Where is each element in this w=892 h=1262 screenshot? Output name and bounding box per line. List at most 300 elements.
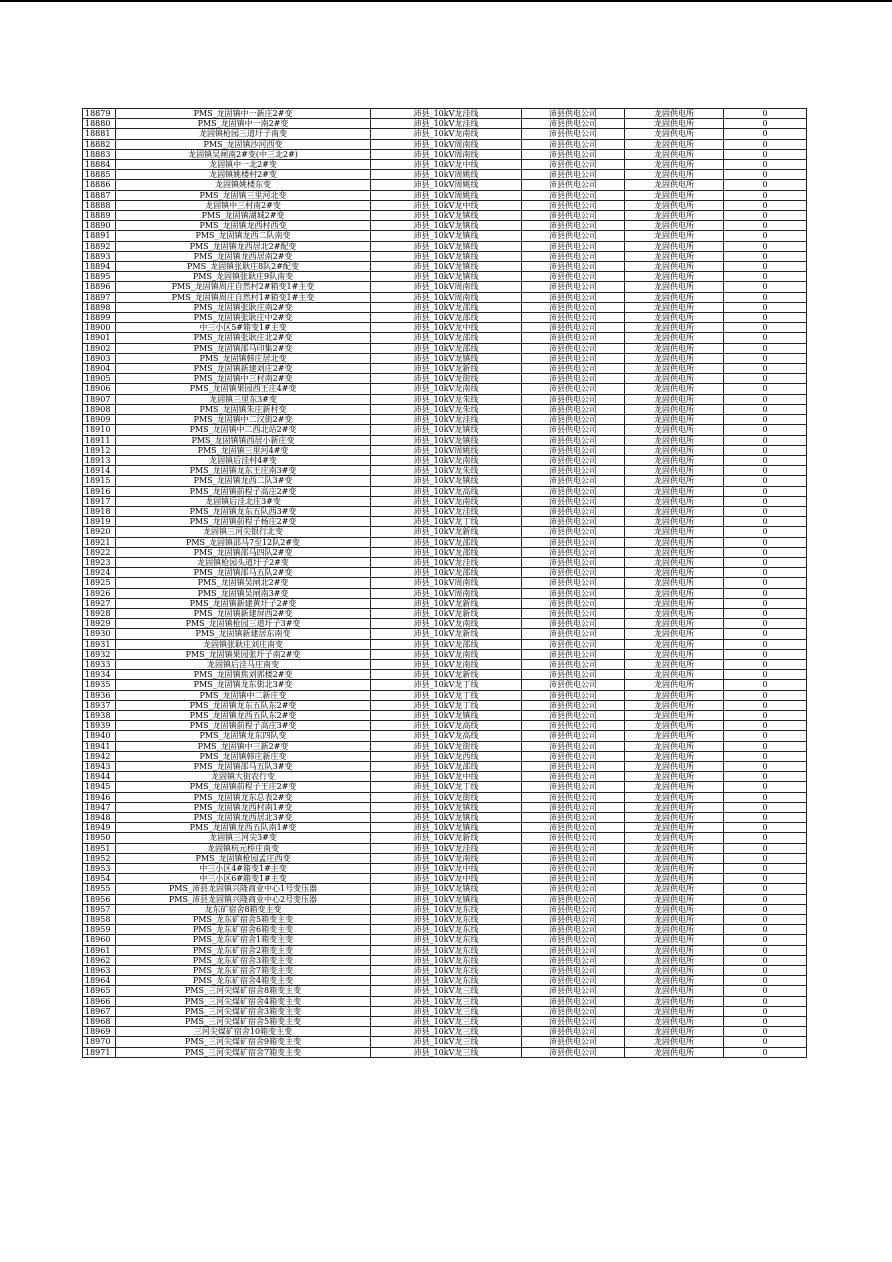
table-row	[83, 313, 807, 323]
value-cell: 0	[724, 537, 807, 547]
station-cell: 龙固供电所	[625, 649, 724, 659]
company-cell: 沛县供电公司	[522, 1037, 625, 1047]
transformer-name-cell: PMS_沛县龙固镇兴隆商业中心2号变压器	[116, 894, 371, 904]
station-cell: 龙固供电所	[625, 119, 724, 129]
row-id-cell: 18936	[83, 690, 116, 700]
table-row	[83, 415, 807, 425]
company-cell: 沛县供电公司	[522, 476, 625, 486]
station-cell: 龙固供电所	[625, 109, 724, 119]
station-cell: 龙固供电所	[625, 976, 724, 986]
transformer-name-cell: 龙东矿宿舍8箱变主变	[116, 904, 371, 914]
company-cell: 沛县供电公司	[522, 629, 625, 639]
feeder-line-cell: 沛县_10kV龙东线	[371, 904, 522, 914]
table-row	[83, 996, 807, 1006]
transformer-name-cell: PMS_龙东矿宿舍2箱变主变	[116, 945, 371, 955]
value-cell: 0	[724, 976, 807, 986]
station-cell: 龙固供电所	[625, 986, 724, 996]
transformer-name-cell: PMS_龙固镇三里河北变	[116, 190, 371, 200]
feeder-line-cell: 沛县_10kV龙朱线	[371, 404, 522, 414]
feeder-line-cell: 沛县_10kV龙洼线	[371, 557, 522, 567]
company-cell: 沛县供电公司	[522, 833, 625, 843]
value-cell: 0	[724, 445, 807, 455]
station-cell: 龙固供电所	[625, 996, 724, 1006]
transformer-name-cell: PMS_龙固镇湖城2#变	[116, 211, 371, 221]
company-cell: 沛县供电公司	[522, 782, 625, 792]
table-row	[83, 557, 807, 567]
table-row	[83, 190, 807, 200]
feeder-line-cell: 沛县_10kV龙邵线	[371, 302, 522, 312]
station-cell: 龙固供电所	[625, 792, 724, 802]
transformer-name-cell: PMS_龙固镇张耿庄中2#变	[116, 313, 371, 323]
transformer-name-cell: PMS_龙固镇果园西王庄4#变	[116, 384, 371, 394]
transformer-name-cell: 龙固镇三河尖3#变	[116, 833, 371, 843]
value-cell: 0	[724, 741, 807, 751]
row-id-cell: 18924	[83, 568, 116, 578]
table-row	[83, 721, 807, 731]
transformer-name-cell: PMS_三河尖煤矿宿舍4箱变主变	[116, 996, 371, 1006]
row-id-cell: 18926	[83, 588, 116, 598]
feeder-line-cell: 沛县_10kV周南线	[371, 149, 522, 159]
row-id-cell: 18908	[83, 404, 116, 414]
company-cell: 沛县供电公司	[522, 200, 625, 210]
transformer-name-cell: PMS_龙固镇三里河4#变	[116, 445, 371, 455]
value-cell: 0	[724, 425, 807, 435]
transformer-name-cell: 龙固镇姚楼东变	[116, 180, 371, 190]
table-row	[83, 690, 807, 700]
station-cell: 龙固供电所	[625, 404, 724, 414]
feeder-line-cell: 沛县_10kV龙南线	[371, 659, 522, 669]
transformer-name-cell: PMS_龙东矿宿舍3箱变主变	[116, 955, 371, 965]
company-cell: 沛县供电公司	[522, 935, 625, 945]
transformer-name-cell: PMS_龙固镇张耿庄北2#变	[116, 333, 371, 343]
table-row	[83, 782, 807, 792]
station-cell: 龙固供电所	[625, 945, 724, 955]
feeder-line-cell: 沛县_10kV龙三线	[371, 996, 522, 1006]
value-cell: 0	[724, 966, 807, 976]
company-cell: 沛县供电公司	[522, 170, 625, 180]
station-cell: 龙固供电所	[625, 333, 724, 343]
table-row	[83, 731, 807, 741]
table-row	[83, 598, 807, 608]
value-cell: 0	[724, 1006, 807, 1016]
table-row	[83, 292, 807, 302]
table-row	[83, 231, 807, 241]
table-row	[83, 343, 807, 353]
station-cell: 龙固供电所	[625, 884, 724, 894]
feeder-line-cell: 沛县_10kV龙镇线	[371, 241, 522, 251]
table-row	[83, 394, 807, 404]
station-cell: 龙固供电所	[625, 425, 724, 435]
feeder-line-cell: 沛县_10kV龙邵线	[371, 537, 522, 547]
value-cell: 0	[724, 353, 807, 363]
feeder-line-cell: 沛县_10kV龙镇线	[371, 823, 522, 833]
value-cell: 0	[724, 813, 807, 823]
transformer-name-cell: PMS_龙固镇韩庄新庄变	[116, 751, 371, 761]
transformer-name-cell: PMS_龙固镇新建居东南变	[116, 629, 371, 639]
row-id-cell: 18903	[83, 353, 116, 363]
station-cell: 龙固供电所	[625, 292, 724, 302]
company-cell: 沛县供电公司	[522, 415, 625, 425]
table-row	[83, 659, 807, 669]
station-cell: 龙固供电所	[625, 160, 724, 170]
company-cell: 沛县供电公司	[522, 710, 625, 720]
row-id-cell: 18888	[83, 200, 116, 210]
feeder-line-cell: 沛县_10kV龙中线	[371, 772, 522, 782]
row-id-cell: 18931	[83, 639, 116, 649]
company-cell: 沛县供电公司	[522, 884, 625, 894]
company-cell: 沛县供电公司	[522, 190, 625, 200]
table-row	[83, 333, 807, 343]
transformer-name-cell: 三河尖煤矿宿舍10箱变主变	[116, 1027, 371, 1037]
company-cell: 沛县供电公司	[522, 619, 625, 629]
transformer-name-cell: PMS_龙固镇龙西居北2#配变	[116, 241, 371, 251]
table-row	[83, 149, 807, 159]
table-row	[83, 884, 807, 894]
value-cell: 0	[724, 302, 807, 312]
company-cell: 沛县供电公司	[522, 813, 625, 823]
feeder-line-cell: 沛县_10kV龙邵线	[371, 639, 522, 649]
row-id-cell: 18951	[83, 843, 116, 853]
value-cell: 0	[724, 904, 807, 914]
value-cell: 0	[724, 700, 807, 710]
feeder-line-cell: 沛县_10kV龙镇线	[371, 211, 522, 221]
transformer-name-cell: PMS_龙固镇沙河西变	[116, 139, 371, 149]
table-row	[83, 211, 807, 221]
station-cell: 龙固供电所	[625, 915, 724, 925]
transformer-name-cell: PMS_龙东矿宿舍1箱变主变	[116, 935, 371, 945]
transformer-name-cell: PMS_龙固镇吴闸南3#变	[116, 588, 371, 598]
company-cell: 沛县供电公司	[522, 986, 625, 996]
table-row	[83, 170, 807, 180]
feeder-line-cell: 沛县_10kV龙三线	[371, 986, 522, 996]
value-cell: 0	[724, 241, 807, 251]
row-id-cell: 18928	[83, 608, 116, 618]
station-cell: 龙固供电所	[625, 802, 724, 812]
transformer-name-cell: PMS_龙固镇龙西二队南变	[116, 231, 371, 241]
feeder-line-cell: 沛县_10kV龙南线	[371, 619, 522, 629]
table-row	[83, 496, 807, 506]
table-row	[83, 364, 807, 374]
value-cell: 0	[724, 762, 807, 772]
transformer-name-cell: PMS_龙固镇韩庄居北变	[116, 353, 371, 363]
feeder-line-cell: 沛县_10kV龙东线	[371, 915, 522, 925]
station-cell: 龙固供电所	[625, 823, 724, 833]
table-row	[83, 241, 807, 251]
row-id-cell: 18893	[83, 251, 116, 261]
company-cell: 沛县供电公司	[522, 292, 625, 302]
row-id-cell: 18959	[83, 925, 116, 935]
feeder-line-cell: 沛县_10kV龙邵线	[371, 343, 522, 353]
feeder-line-cell: 沛县_10kV龙新线	[371, 608, 522, 618]
value-cell: 0	[724, 466, 807, 476]
value-cell: 0	[724, 211, 807, 221]
table-row	[83, 639, 807, 649]
company-cell: 沛县供电公司	[522, 894, 625, 904]
station-cell: 龙固供电所	[625, 211, 724, 221]
transformer-name-cell: PMS_龙固镇前程子高庄3#变	[116, 721, 371, 731]
table-row	[83, 537, 807, 547]
table-row	[83, 853, 807, 863]
transformer-name-cell: PMS_龙固镇龙西居南2#变	[116, 251, 371, 261]
feeder-line-cell: 沛县_10kV龙镇线	[371, 435, 522, 445]
company-cell: 沛县供电公司	[522, 404, 625, 414]
row-id-cell: 18947	[83, 802, 116, 812]
company-cell: 沛县供电公司	[522, 996, 625, 1006]
company-cell: 沛县供电公司	[522, 149, 625, 159]
value-cell: 0	[724, 231, 807, 241]
station-cell: 龙固供电所	[625, 517, 724, 527]
company-cell: 沛县供电公司	[522, 966, 625, 976]
station-cell: 龙固供电所	[625, 1047, 724, 1057]
company-cell: 沛县供电公司	[522, 976, 625, 986]
value-cell: 0	[724, 608, 807, 618]
table-row	[83, 476, 807, 486]
station-cell: 龙固供电所	[625, 568, 724, 578]
company-cell: 沛县供电公司	[522, 1047, 625, 1057]
transformer-name-cell: 中三小区6#箱变1#主变	[116, 874, 371, 884]
value-cell: 0	[724, 374, 807, 384]
station-cell: 龙固供电所	[625, 343, 724, 353]
feeder-line-cell: 沛县_10kV龙镇线	[371, 710, 522, 720]
table-row	[83, 262, 807, 272]
station-cell: 龙固供电所	[625, 1006, 724, 1016]
transformer-name-cell: PMS_龙固镇龙西二队3#变	[116, 476, 371, 486]
station-cell: 龙固供电所	[625, 200, 724, 210]
value-cell: 0	[724, 782, 807, 792]
transformer-name-cell: PMS_龙固镇中三村南2#变	[116, 374, 371, 384]
station-cell: 龙固供电所	[625, 496, 724, 506]
table-row	[83, 915, 807, 925]
feeder-line-cell: 沛县_10kV龙镇线	[371, 231, 522, 241]
row-id-cell: 18900	[83, 323, 116, 333]
company-cell: 沛县供电公司	[522, 129, 625, 139]
table-row	[83, 955, 807, 965]
value-cell: 0	[724, 659, 807, 669]
transformer-name-cell: PMS_龙固镇中二西北站2#变	[116, 425, 371, 435]
feeder-line-cell: 沛县_10kV龙洼线	[371, 119, 522, 129]
value-cell: 0	[724, 262, 807, 272]
row-id-cell: 18934	[83, 670, 116, 680]
feeder-line-cell: 沛县_10kV龙新线	[371, 527, 522, 537]
company-cell: 沛县供电公司	[522, 466, 625, 476]
feeder-line-cell: 沛县_10kV龙西线	[371, 751, 522, 761]
value-cell: 0	[724, 200, 807, 210]
value-cell: 0	[724, 751, 807, 761]
table-row	[83, 302, 807, 312]
transformer-name-cell: PMS_龙固镇枪园三道圩子3#变	[116, 619, 371, 629]
value-cell: 0	[724, 588, 807, 598]
row-id-cell: 18884	[83, 160, 116, 170]
transformer-name-cell: 龙固镇后洼北庄3#变	[116, 496, 371, 506]
station-cell: 龙固供电所	[625, 262, 724, 272]
value-cell: 0	[724, 190, 807, 200]
station-cell: 龙固供电所	[625, 466, 724, 476]
row-id-cell: 18889	[83, 211, 116, 221]
station-cell: 龙固供电所	[625, 374, 724, 384]
row-id-cell: 18971	[83, 1047, 116, 1057]
company-cell: 沛县供电公司	[522, 741, 625, 751]
value-cell: 0	[724, 527, 807, 537]
value-cell: 0	[724, 1017, 807, 1027]
table-row	[83, 894, 807, 904]
row-id-cell: 18944	[83, 772, 116, 782]
value-cell: 0	[724, 139, 807, 149]
table-row	[83, 588, 807, 598]
feeder-line-cell: 沛县_10kV龙邵线	[371, 762, 522, 772]
value-cell: 0	[724, 109, 807, 119]
value-cell: 0	[724, 272, 807, 282]
value-cell: 0	[724, 843, 807, 853]
table-row	[83, 353, 807, 363]
feeder-line-cell: 沛县_10kV龙镇线	[371, 476, 522, 486]
feeder-line-cell: 沛县_10kV龙南线	[371, 384, 522, 394]
company-cell: 沛县供电公司	[522, 1006, 625, 1016]
table-row	[83, 925, 807, 935]
transformer-name-cell: 中三小区4#箱变1#主变	[116, 864, 371, 874]
station-cell: 龙固供电所	[625, 608, 724, 618]
value-cell: 0	[724, 486, 807, 496]
value-cell: 0	[724, 1037, 807, 1047]
transformer-name-cell: PMS_龙东矿宿舍5箱变主变	[116, 915, 371, 925]
table-row	[83, 741, 807, 751]
row-id-cell: 18920	[83, 527, 116, 537]
row-id-cell: 18896	[83, 282, 116, 292]
station-cell: 龙固供电所	[625, 762, 724, 772]
row-id-cell: 18922	[83, 547, 116, 557]
feeder-line-cell: 沛县_10kV龙洼线	[371, 109, 522, 119]
row-id-cell: 18925	[83, 578, 116, 588]
table-row	[83, 251, 807, 261]
company-cell: 沛县供电公司	[522, 231, 625, 241]
transformer-name-cell: PMS_龙固镇枪园孟庄西变	[116, 853, 371, 863]
value-cell: 0	[724, 455, 807, 465]
station-cell: 龙固供电所	[625, 241, 724, 251]
station-cell: 龙固供电所	[625, 180, 724, 190]
value-cell: 0	[724, 404, 807, 414]
station-cell: 龙固供电所	[625, 751, 724, 761]
feeder-line-cell: 沛县_10kV龙朱线	[371, 394, 522, 404]
station-cell: 龙固供电所	[625, 1017, 724, 1027]
transformer-name-cell: PMS_三河尖煤矿宿舍9箱变主变	[116, 1037, 371, 1047]
company-cell: 沛县供电公司	[522, 374, 625, 384]
value-cell: 0	[724, 149, 807, 159]
station-cell: 龙固供电所	[625, 527, 724, 537]
value-cell: 0	[724, 394, 807, 404]
value-cell: 0	[724, 333, 807, 343]
company-cell: 沛县供电公司	[522, 323, 625, 333]
value-cell: 0	[724, 292, 807, 302]
station-cell: 龙固供电所	[625, 282, 724, 292]
row-id-cell: 18960	[83, 935, 116, 945]
transformer-name-cell: PMS_龙固镇周庄自然村1#箱变1#主变	[116, 292, 371, 302]
transformer-name-cell: 中三小区5#箱变1#主变	[116, 323, 371, 333]
row-id-cell: 18911	[83, 435, 116, 445]
company-cell: 沛县供电公司	[522, 639, 625, 649]
row-id-cell: 18933	[83, 659, 116, 669]
table-row	[83, 670, 807, 680]
company-cell: 沛县供电公司	[522, 241, 625, 251]
feeder-line-cell: 沛县_10kV龙邵线	[371, 568, 522, 578]
row-id-cell: 18910	[83, 425, 116, 435]
company-cell: 沛县供电公司	[522, 588, 625, 598]
feeder-line-cell: 沛县_10kV龙东线	[371, 976, 522, 986]
company-cell: 沛县供电公司	[522, 119, 625, 129]
table-row	[83, 1037, 807, 1047]
transformer-name-cell: 龙固镇枪园三道圩子南变	[116, 129, 371, 139]
feeder-line-cell: 沛县_10kV龙东线	[371, 935, 522, 945]
company-cell: 沛县供电公司	[522, 496, 625, 506]
station-cell: 龙固供电所	[625, 925, 724, 935]
station-cell: 龙固供电所	[625, 690, 724, 700]
row-id-cell: 18941	[83, 741, 116, 751]
feeder-line-cell: 沛县_10kV龙南线	[371, 129, 522, 139]
company-cell: 沛县供电公司	[522, 425, 625, 435]
row-id-cell: 18894	[83, 262, 116, 272]
company-cell: 沛县供电公司	[522, 445, 625, 455]
row-id-cell: 18954	[83, 874, 116, 884]
row-id-cell: 18919	[83, 517, 116, 527]
transformer-name-cell: 龙固镇吴闸南2#变(中三北2#)	[116, 149, 371, 159]
transformer-name-cell: PMS_龙固镇龙西村南1#变	[116, 802, 371, 812]
station-cell: 龙固供电所	[625, 231, 724, 241]
company-cell: 沛县供电公司	[522, 578, 625, 588]
table-row	[83, 792, 807, 802]
feeder-line-cell: 沛县_10kV周南线	[371, 139, 522, 149]
company-cell: 沛县供电公司	[522, 659, 625, 669]
station-cell: 龙固供电所	[625, 721, 724, 731]
company-cell: 沛县供电公司	[522, 649, 625, 659]
feeder-line-cell: 沛县_10kV周南线	[371, 588, 522, 598]
company-cell: 沛县供电公司	[522, 823, 625, 833]
company-cell: 沛县供电公司	[522, 435, 625, 445]
table-row	[83, 282, 807, 292]
row-id-cell: 18879	[83, 109, 116, 119]
value-cell: 0	[724, 925, 807, 935]
station-cell: 龙固供电所	[625, 578, 724, 588]
table-row	[83, 700, 807, 710]
value-cell: 0	[724, 547, 807, 557]
feeder-line-cell: 沛县_10kV龙街线	[371, 374, 522, 384]
company-cell: 沛县供电公司	[522, 557, 625, 567]
row-id-cell: 18881	[83, 129, 116, 139]
row-id-cell: 18932	[83, 649, 116, 659]
table-row	[83, 160, 807, 170]
feeder-line-cell: 沛县_10kV龙新线	[371, 598, 522, 608]
company-cell: 沛县供电公司	[522, 945, 625, 955]
value-cell: 0	[724, 160, 807, 170]
feeder-line-cell: 沛县_10kV龙镇线	[371, 262, 522, 272]
value-cell: 0	[724, 864, 807, 874]
table-row	[83, 384, 807, 394]
transformer-name-cell: PMS_龙固镇吴闸北2#变	[116, 578, 371, 588]
value-cell: 0	[724, 894, 807, 904]
table-row	[83, 547, 807, 557]
row-id-cell: 18957	[83, 904, 116, 914]
table-row	[83, 455, 807, 465]
company-cell: 沛县供电公司	[522, 364, 625, 374]
value-cell: 0	[724, 772, 807, 782]
station-cell: 龙固供电所	[625, 639, 724, 649]
table-body	[83, 109, 807, 1058]
transformer-name-cell: PMS_三河尖煤矿宿舍5箱变主变	[116, 1017, 371, 1027]
table-row	[83, 843, 807, 853]
feeder-line-cell: 沛县_10kV龙三线	[371, 1027, 522, 1037]
station-cell: 龙固供电所	[625, 384, 724, 394]
value-cell: 0	[724, 915, 807, 925]
company-cell: 沛县供电公司	[522, 527, 625, 537]
transformer-name-cell: PMS_龙固镇新建黄圩子2#变	[116, 598, 371, 608]
transformer-name-cell: PMS_三河尖煤矿宿舍7箱变主变	[116, 1047, 371, 1057]
